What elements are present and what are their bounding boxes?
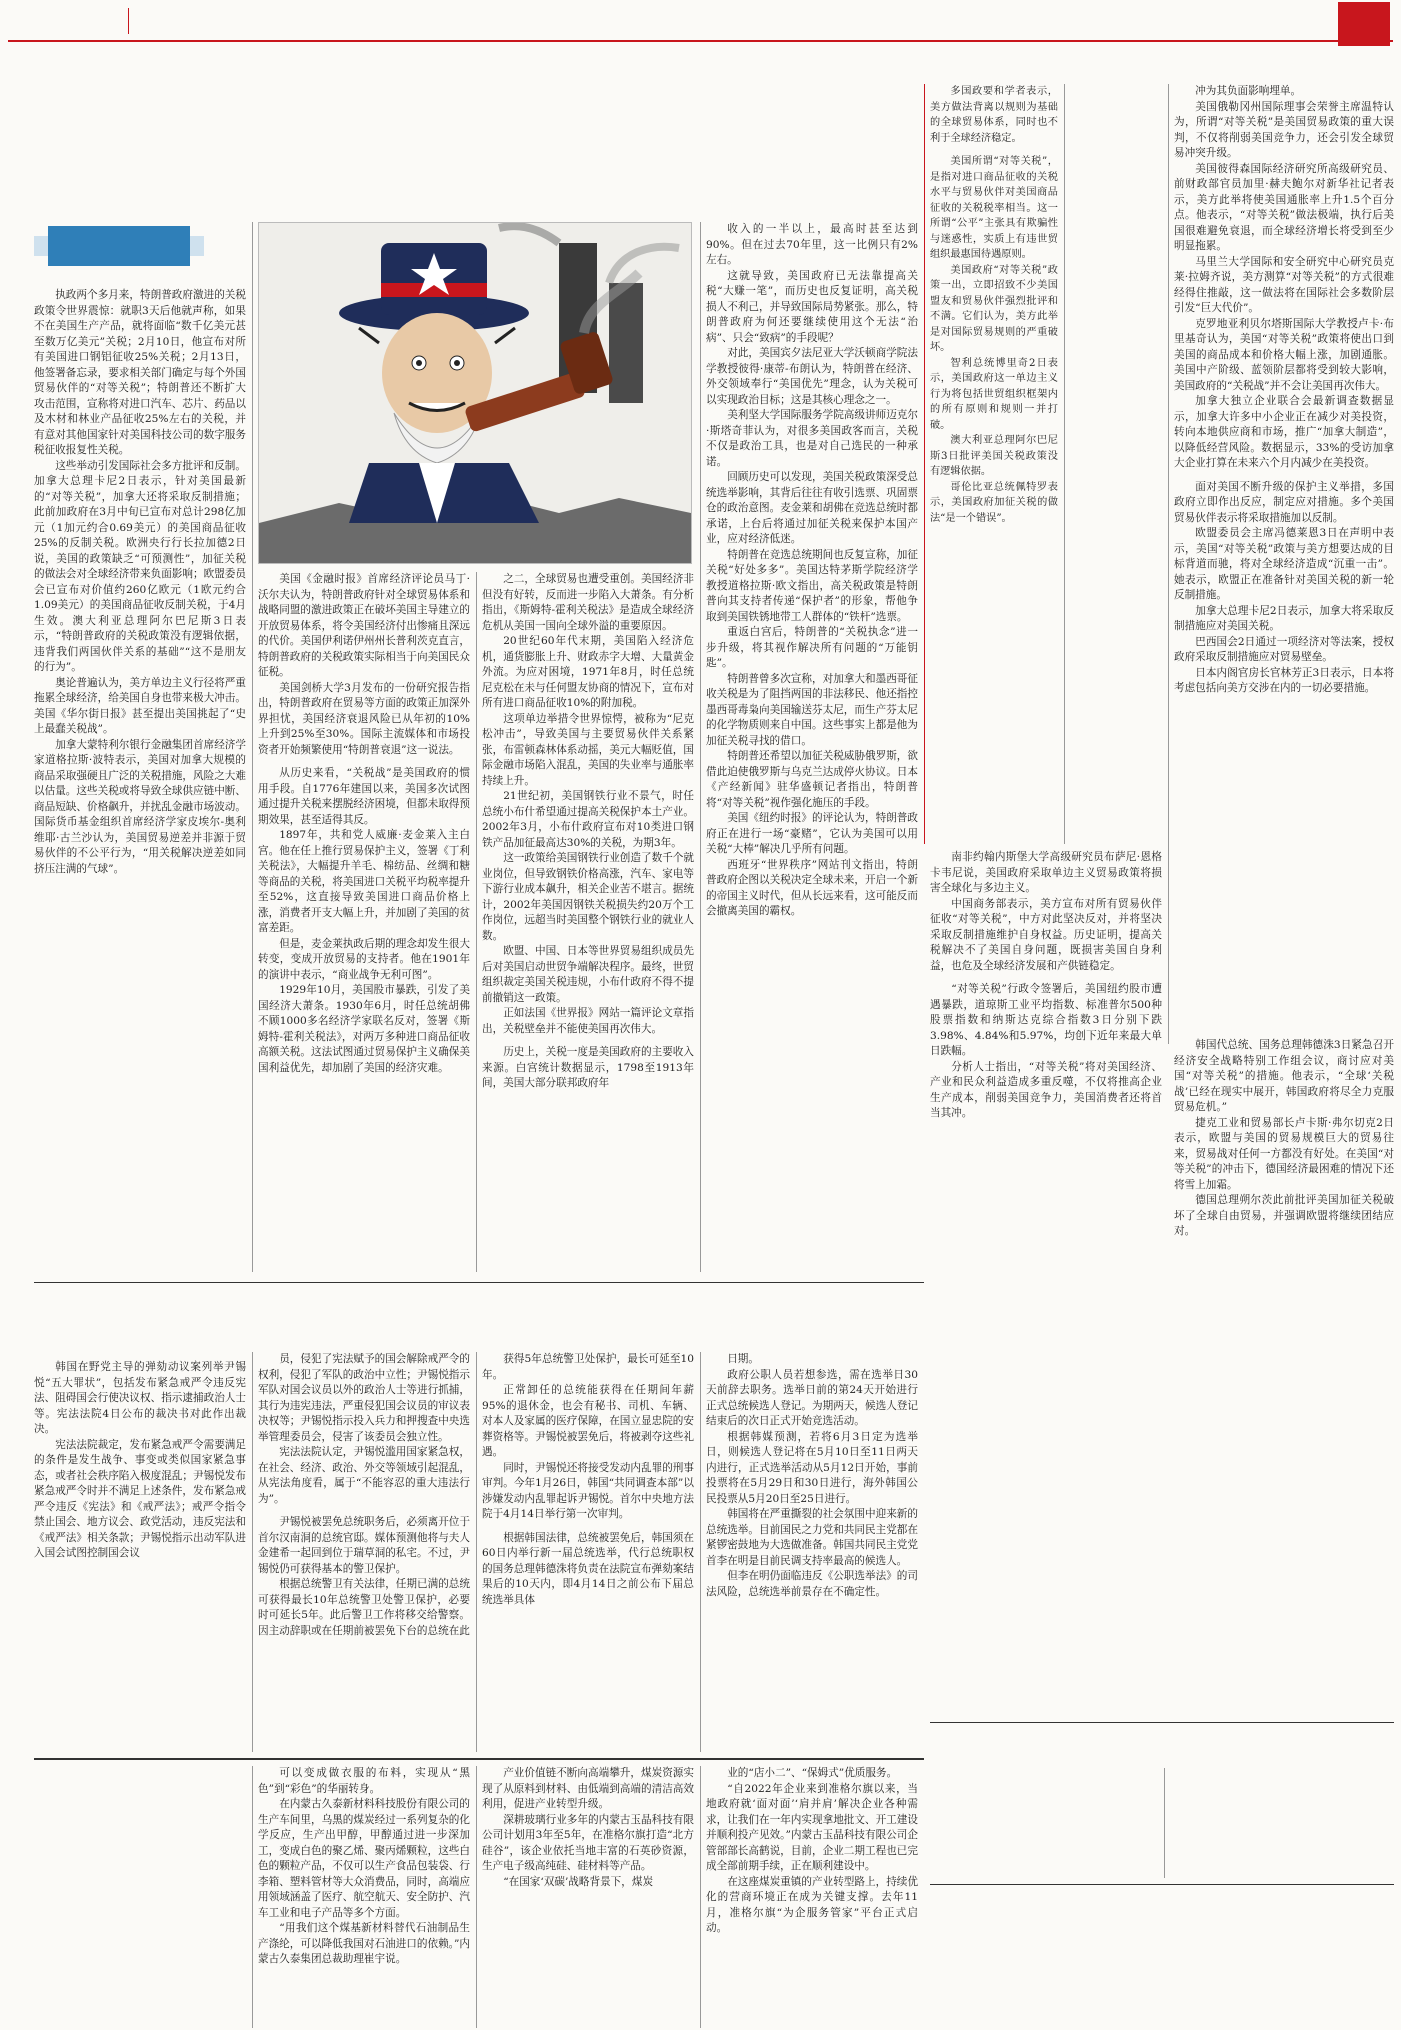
section-title: [1212, 4, 1332, 44]
right-headline-vertical: [1066, 96, 1130, 656]
dupont-body: [930, 1968, 1394, 2026]
right-col-d: 韩国代总统、国务总理韩德洙3日紧急召开经济安全战略特别工作组会议，商讨应对美国“对等关税”的措施。他表示，“全球‘关税战’已经在现实中展开，韩国政府将尽全力克服贸易危机。” 捷克工业和贸易部长卢卡斯·弗尔切克2日表示，欧盟与美国的贸易规模巨大的贸易往来，贸易战对任何一方都没有好处。在美国“对等关税”的冲击下，德国经济最困难的情况下还将雪上加霜。 德国总理朔尔茨此前批评美国加征关税破坏了全球自由贸易，并强调欧盟将继续团结应对。: [1174, 1039, 1394, 1237]
stocks-col-1: [930, 1768, 1158, 1878]
korea-col-4: 日期。 政府公职人员若想参选，需在选举日30天前辞去职务。选举日前的第24天开始进行正式总统候选人登记。为期两天，候选人登记结束后的次日正式开始竞选活动。 根据韩媒预测，若将6月3日定为选举日，则候选人登记将在5月10日至11日两天内进行，正式选举活动从5月12日开始，事前投票将在5月29日和30日进行，海外韩国公民投票从5月20日至25日进行。 韩国将在严重撕裂的社会氛围中迎来新的总统选举。目前国民之力党和共同民主党都在紧锣密鼓地为大选做准备。韩国共同民主党党首李在明是目前民调支持率最高的候选人。 但李在明仍面临违反《公职选举法》的司法风险，总统选举前景存在不确定性。: [706, 1353, 918, 1598]
korea-col-2: 员，侵犯了宪法赋予的国会解除戒严令的权利，侵犯了军队的政治中立性；尹锡悦指示军队对国会议员以外的政治人士等进行抓捕，其行为违宪违法，严重侵犯国会议员的审议表决权等；尹锡悦指示投入兵力和押搜查中央选举管理委员会，侵害了该委员会独立性。 宪法法院认定，尹锡悦滥用国家紧急权，在社会、经济、政治、外交等领域引起混乱，从宪法角度看，属于“不能容忍的重大违法行为”。 尹锡悦被罢免总统职务后，必须离开位于首尔汉南洞的总统官邸。媒体预测他将与夫人金建希一起回到位于瑞草洞的私宅。不过，尹锡悦仍可获得基本的警卫保护。 根据总统警卫有关法律，任期已满的总统可获得最长10年总统警卫处警卫保护，必要时可延长5年。此后警卫工作将移交给警察。因主动辞职或在任期前被罢免下台的总统在此: [258, 1353, 470, 1637]
main-col-4: 收入的一半以上，最高时甚至达到90%。但在过去70年里，这一比例只有2%左右。 这就导致，美国政府已无法靠提高关税“大赚一笔”，而历史也反复证明，高关税损人不利己，并导致国际局势紧张。那么，特朗普政府为何还要继续使用这个无法“治病”、只会“致病”的手段呢？ 对此，美国宾夕法尼亚大学沃顿商学院法学教授彼得·康蒂-布朗认为，特朗普在经济、外交领域奉行“美国优先”理念，认为关税可以实现政治目标；这是其核心理念之一。 美利坚大学国际服务学院高级讲师迈克尔·斯塔奇菲认为，对很多美国政客而言，关税不仅是政治工具，也是对自己选民的一种承诺。 回顾历史可以发现，美国关税政策深受总统选举影响，其背后往往有收引选票、巩固票仓的政治意图。麦金莱和胡佛在竞选总统时都承诺，上台后将通过加征关税来保护本国产业，应对经济低迷。 特朗普在竞选总统期间也反复宣称，加征关税“好处多多”。美国达特茅斯学院经济学教授道格拉斯·欧文指出，高关税政策是特朗普向其支持者传递“保护者”的形象，帮他争取到美国铁锈地带工人群体的“铁杆”选票。 重返白宫后，特朗普的“关税执念”进一步升级，将其视作解决所有问题的“万能钥匙”。 特朗普曾多次宣称，对加拿大和墨西哥征收关税是为了阻挡两国的非法移民、他还指控墨西哥毒枭向美国输送芬太尼，而生产芬太尼的化学物质则来自中国。这些事实上都是他为加征关税寻找的借口。 特朗普还希望以加征关税威胁俄罗斯，欲借此迫使俄罗斯与乌克兰达成停火协议。日本《产经新闻》驻华盛顿记者指出，特朗普将“对等关税”视作强化施压的手段。 美国《纽约时报》的评论认为，特朗普政府正在进行一场“豪赌”，它认为美国可以用关税“大棒”解决几乎所有问题。 西班牙“世界秩序”网站刊文指出，特朗普政府企图以关税决定全球未来，开启一个新的帝国主义时代，但从长远来看，这可能反而会撤离美国的霸权。: [706, 223, 918, 917]
cartoon-svg: [259, 223, 691, 563]
stocks-headline: [930, 1728, 1394, 1764]
main-col-3: 之二，全球贸易也遭受重创。美国经济非但没有好转，反而进一步陷入大萧条。有分析指出，《斯姆特-霍利关税法》是造成全球经济危机从美国一国向全球外溢的重要原因。 20世纪60年代末期，美国陷入经济危机，通货膨胀上升、财政赤字大增、大量黄金外流。为应对困境，1971年8月，时任总统尼克松在未与任何盟友协商的情况下，宣布对所有进口商品征收10%的附加税。 这项单边举措令世界惊愕，被称为“尼克松冲击”，导致美国与主要贸易伙伴关系紧张，布雷顿森林体系动摇，美元大幅贬值，国际金融市场陷入混乱，美国的失业率与通胀率持续上升。 21世纪初，美国钢铁行业不景气，时任总统小布什希望通过提高关税保护本土产业。2002年3月，小布什政府宣布对10类进口钢铁产品加征最高达30%的关税，为期3年。 这一政策给美国钢铁行业创造了数千个就业岗位，但导致钢铁价格高涨，汽车、家电等下游行业成本飙升，相关企业苦不堪言。据统计，2002年美国因钢铁关税损失约20万个工作岗位，远超当时美国整个钢铁行业的就业人数。 欧盟、中国、日本等世界贸易组织成员先后对美国启动世贸争端解决程序。最终，世贸组织裁定美国关税违规，小布什政府不得不提前撤销这一政策。 正如法国《世界报》网站一篇评论文章指出，关税壁垒并不能使美国再次伟大。 历史上，关税一度是美国政府的主要收入来源。白宫统计数据显示，1798至1913年间，美国大部分联邦政府年: [482, 573, 694, 1089]
page-number: [1338, 2, 1390, 46]
right-col-c: 南非约翰内斯堡大学高级研究员布萨尼·恩格卡韦尼说，美国政府采取单边主义贸易政策将损害全球化与多边主义。 中国商务部表示，美方宣布对所有贸易伙伴征收“对等关税”，中方对此坚决反对，并将坚决采取反制措施维护自身权益。历史证明，提高关税解决不了美国自身问题，既损害美国自身利益，也危及全球经济发展和产供链稳定。 “对等关税”行政令签署后，美国纽约股市遭遇暴跌，道琼斯工业平均指数、标准普尔500种股票指数和纳斯达克综合指数3日分别下跌3.98%、4.84%和5.97%，均创下近年来最大单日跌幅。 分析人士指出，“对等关税”将对美国经济、产业和民众利益造成多重反噬，不仅将推高企业生产成本，削弱美国竞争力，美国消费者还将首当其冲。: [930, 851, 1162, 1119]
masthead-logo: [10, 6, 122, 36]
bottom-col-2: 可以变成做衣服的布料，实现从“黑色”到“彩色”的华丽转身。 在内蒙古久泰新材料科技股份有限公司的生产车间里，乌黑的煤炭经过一系列复杂的化学反应，生产出甲醇，甲醇通过进一步深加工，变成白色的聚乙烯、聚丙烯颗粒，这些白色的颗粒产品，不仅可以生产食品包装袋、行李箱、塑料管材等大众消费品，同时，高端应用领域涵盖了医疗、航空航天、安全防护、汽车工业和电子产品等多个方面。 “用我们这个煤基新材料替代石油制品生产涤纶，可以降低我国对石油进口的依赖。”内蒙古久泰集团总裁助理崔宇说。: [258, 1767, 470, 1965]
main-headline: [40, 88, 930, 158]
korea-col-3: 获得5年总统警卫处保护，最长可延至10年。 正常卸任的总统能获得在任期间年薪95%的退休金，也会有秘书、司机、车辆、对本人及家属的医疗保障，在国立显忠院的安葬资格等。尹锡悦被罢免后，将被剥夺这些礼遇。 同时，尹锡悦还将接受发动内乱罪的刑事审判。今年1月26日，韩国“共同调查本部”以涉嫌发动内乱罪起诉尹锡悦。首尔中央地方法院于4月14日举行第一次审判。 根据韩国法律，总统被罢免后，韩国须在60日内举行新一届总统选举，代行总统职权的国务总理韩德洙将负责在法院宣布弹劾案结果后的10天内，即4月14日之前公布下届总统选举具体: [482, 1353, 694, 1606]
cartoon-illustration: [258, 222, 692, 564]
column-badge-text: [48, 226, 190, 266]
column-badge: [34, 222, 204, 270]
right-col-a: 多国政要和学者表示，美方做法背离以规则为基础的全球贸易体系，同时也不利于全球经济稳定。 美国所谓“对等关税”，是指对进口商品征收的关税水平与贸易伙伴对美国商品征收的关税税率相当。这一所谓“公平”主张具有欺骗性与迷惑性，实质上有违世贸组织最惠国待遇原则。 美国政府“对等关税”政策一出，立即招致不少美国盟友和贸易伙伴强烈批评和不满。它们认为，美方此举是对国际贸易规则的严重破坏。 智利总统博里奇2日表示，美国政府这一单边主义行为将包括世贸组织框架内的所有原则和规则一并打破。 澳大利亚总理阿尔巴尼斯3日批评美国关税政策没有逻辑依据。 哥伦比亚总统佩特罗表示，美国政府加征关税的做法“是一个错误”。: [930, 86, 1058, 524]
main-subhead: [220, 170, 740, 202]
bottom-col-1: [34, 1766, 246, 2028]
stocks-col-2: [1170, 1768, 1394, 1878]
right-col-b: 冲为其负面影响埋单。 美国俄勒冈州国际理事会荣誉主席温特认为，所谓“对等关税”是美国贸易政策的重大误判，不仅将削弱美国竞争力，还会引发全球贸易冲突升级。 美国彼得森国际经济研究所高级研究员、前财政部官员加里·赫夫鲍尔对新华社记者表示，美方此举将使美国通胀率上升1.5个百分点。他表示，“对等关税”做法极端，执行后美国很难避免衰退，而全球经济增长将受到至少明显拖累。 马里兰大学国际和安全研究中心研究员克莱·拉姆齐说，美方测算“对等关税”的方式很难经得住推敲，这一做法将在国际社会多数阶层引发“巨大代价”。 克罗地亚利贝尔塔斯国际大学教授卢卡·布里基奇认为，美国“对等关税”政策将使出口到美国的商品成本和价格大幅上涨，加剧通胀。美国中产阶级、蓝领阶层都将受到较大影响，美国政府的“关税战”并不会让美国再次伟大。 加拿大独立企业联合会最新调查数据显示，加拿大许多中小企业正在减少对美投资，转向本地供应商和市场，推广“加拿大制造”，以降低经营风险。数据显示，33%的受访加拿大企业打算在未来六个月内减少在美投资。 面对美国不断升级的保护主义举措，多国政府立即作出反应，制定应对措施。多个美国贸易伙伴表示将采取措施加以反制。 欧盟委员会主席冯德莱恩3日在声明中表示，美国“对等关税”政策与美方想要达成的目标背道而驰，将对全球经济造成“沉重一击”。她表示，欧盟正在准备针对美国关税的新一轮反制措施。 加拿大总理卡尼2日表示，加拿大将采取反制措施应对美国关税。 巴西国会2日通过一项经济对等法案，授权政府采取反制措施应对贸易壁垒。 日本内阁官房长官林芳正3日表示，日本将考虑包括向美方交涉在内的一切必要措施。: [1174, 85, 1394, 694]
korea-headline: [40, 1290, 920, 1346]
korea-col-1: 韩国在野党主导的弹劾动议案列举尹锡悦“五大罪状”，包括发布紧急戒严令违反宪法、阻碍国会行使决议权、指示逮捕政治人士等。宪法法院4日公布的裁决书对此作出裁决。 宪法法院裁定，发布紧急戒严令需要满足的条件是发生战争、事变或类似国家紧急事态，或者社会秩序陷入极度混乱；尹锡悦发布紧急戒严令时并不满足上述条件，发布紧急戒严令违反《宪法》和《戒严法》；戒严令指令禁止国会、地方议会、政党活动，违反宪法和《戒严法》相关条款；尹锡悦指示出动军队进入国会试图控制国会议: [34, 1361, 246, 1559]
bottom-col-4: 业的“店小二”、“保姆式”优质服务。 “自2022年企业来到准格尔旗以来，当地政府就‘面对面’‘肩并肩’解决企业各种需求，让我们在一年内实现拿地批文、开工建设并顺利投产见效。”内蒙古玉晶科技有限公司企管部部长高鹤说，目前，企业二期工程也已完成全部前期手续，正在顺利建设中。 在这座煤炭重镇的产业转型路上，持续优化的营商环境正在成为关键支撑。去年11月，准格尔旗“为企服务管家”平台正式启动。: [706, 1767, 918, 1934]
bottom-col-3: 产业价值链不断向高端攀升，煤炭资源实现了从原料到材料、由低端到高端的清洁高效利用，促进产业转型升级。 深耕玻璃行业多年的内蒙古玉晶科技有限公司计划用3年至5年，在准格尔旗打造“北方硅谷”，该企业依托当地丰富的石英砂资源，生产电子级高纯硅、硅材料等产品。 “在国家‘双碳’战略背景下，煤炭: [482, 1767, 694, 1888]
main-col-1: 执政两个多月来，特朗普政府激进的关税政策令世界震惊：就职3天后他就声称，如果不在美国生产产品，就将面临“数千亿美元甚至数万亿美元”关税；2月10日，他宣布对所有美国进口钢铝征收25%关税；2月13日，他签署备忘录，要求相关部门确定与每个外国贸易伙伴的“对等关税”；特朗普还不断扩大攻击范围，宣称将对进口汽车、芯片、药品以及木材和林业产品征收25%左右的关税，并有意对其他国家针对美国科技公司的数字服务税征收报复性关税。 这些举动引发国际社会多方批评和反制。加拿大总理卡尼2日表示，针对美国最新的“对等关税”，加拿大还将采取反制措施；此前加政府在3月中旬已宣布对总计298亿加元（1加元约合0.69美元）的美国商品征收25%的反制关税。欧洲央行行长拉加德2日说，美国的政策缺乏“可预测性”，加征关税的做法会对全球经济带来负面影响；欧盟委员会已宣布对价值约260亿欧元（1欧元约合1.09美元）的美国商品征收反制关税，于4月生效。澳大利亚总理阿尔巴尼斯3日表示，“特朗普政府的关税政策没有逻辑依据，违背我们两国伙伴关系的基础”“这不是朋友的行为”。 奥论普遍认为，美方单边主义行径将严重拖累全球经济，给美国自身也带来极大冲击。美国《华尔街日报》甚至提出美国挑起了“史上最蠢关税战”。 加拿大蒙特利尔银行金融集团首席经济学家道格拉斯·波特表示，美国对加拿大规模的商品采取强硬且广泛的关税措施，风险之大难以估量。这些关税或将导致全球供应链中断、商品短缺、价格飙升，并扰乱金融市场波动。国际货币基金组织首席经济学家皮埃尔-奥利维耶·古兰沙认为，美国贸易逆差并非源于贸易伙伴的不公平行为，“用关税解决逆差如同挤压注满的气球”。: [34, 289, 246, 875]
dupont-headline: [960, 1890, 1370, 1962]
right-subhead-vertical: [1138, 210, 1166, 630]
main-col-2: 美国《金融时报》首席经济评论员马丁·沃尔夫认为，特朗普政府针对全球贸易体系和战略同盟的激进政策正在破坏美国主导建立的开放贸易体系，将令美国经济付出惨痛且深远的代价。美国伊利诺伊州州长普利茨克直言，特朗普政府的关税政策实际相当于向美国民众征税。 美国剑桥大学3月发布的一份研究报告指出，特朗普政府在贸易等方面的政策正加深外界担忧，美国经济衰退风险已从年初的10%上升到25%至30%。国际主流媒体和市场投资者开始频繁使用“特朗普衰退”这一说法。 从历史来看，“关税战”是美国政府的惯用手段。自1776年建国以来，美国多次试图通过提升关税来摆脱经济困境，但都未取得预期效果，甚至适得其反。 1897年，共和党人威廉·麦金莱入主白宫。他在任上推行贸易保护主义，签署《丁利关税法》，大幅提升羊毛、棉纺品、丝绸和糖等商品的关税，将美国进口关税平均税率提升至52%，这直接导致美国进口商品价格上涨，消费者开支大幅上升，并加剧了美国的贫富差距。 但是，麦金莱执政后期的理念却发生很大转变，变成开放贸易的支持者。他在1901年的演讲中表示，“商业战争无利可图”。 1929年10月，美国股市暴跌，引发了美国经济大萧条。1930年6月，时任总统胡佛不顾1000多名经济学家联名反对，签署《斯姆特-霍利关税法》，对两万多种进口商品征收高额关税。这法试图通过贸易保护主义确保美国利益优先，却加剧了美国的经济灾难。: [258, 573, 470, 1074]
